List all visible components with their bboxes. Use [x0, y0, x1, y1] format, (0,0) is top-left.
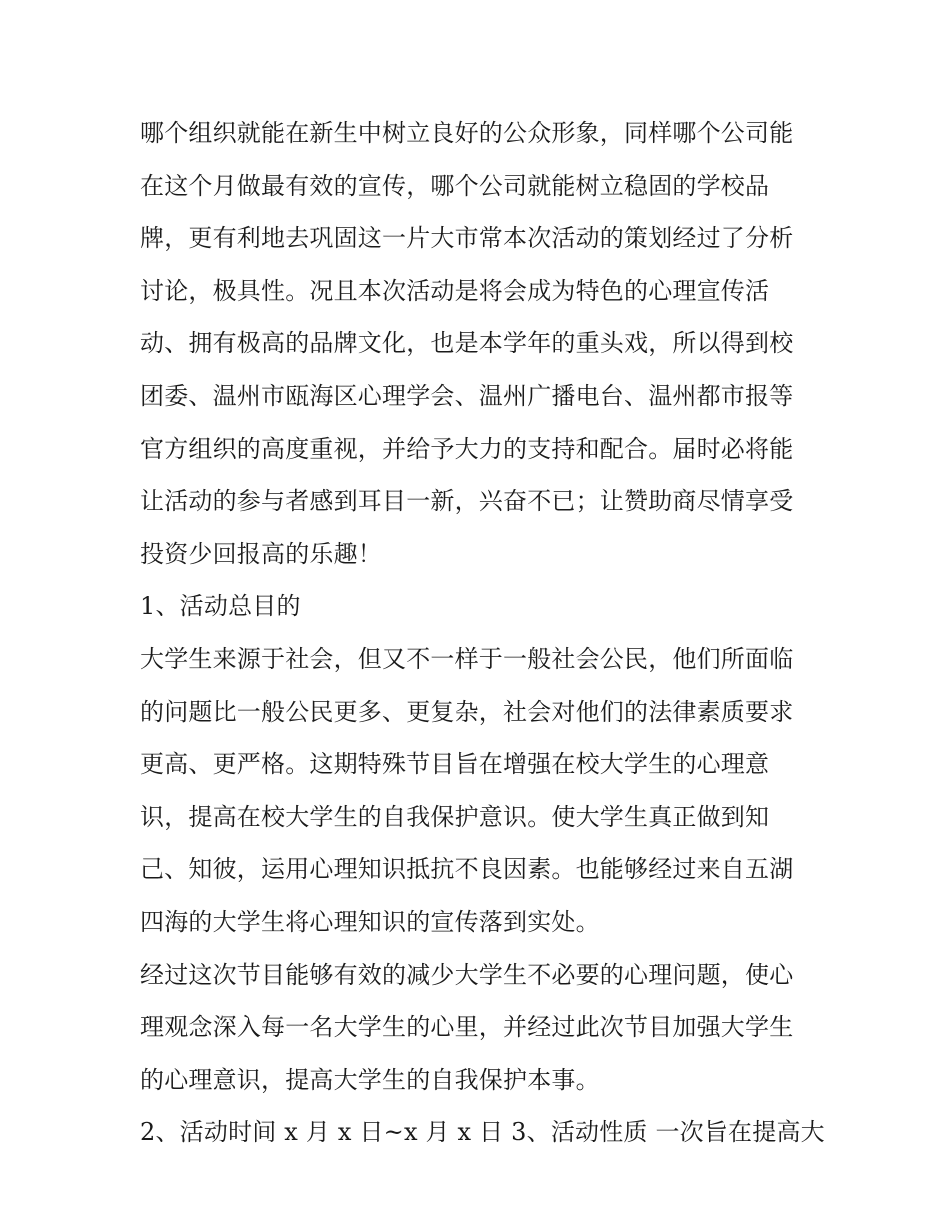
text-line: 识，提高在校大学生的自我保护意识。使大学生真正做到知 [140, 802, 770, 831]
text-line: 经过这次节目能够有效的减少大学生不必要的心理问题，使心 [140, 960, 794, 989]
text-line: 的心理意识，提高大学生的自我保护本事。 [140, 1065, 600, 1094]
text-line: 让活动的参与者感到耳目一新，兴奋不已；让赞助商尽情享受 [140, 487, 794, 516]
section-heading: 1、活动总目的 [140, 592, 301, 621]
text-line: 在这个月做最有效的宣传，哪个公司就能树立稳固的学校品 [140, 171, 770, 200]
text-line: 官方组织的高度重视，并给予大力的支持和配合。届时必将能 [140, 434, 794, 463]
body-text [140, 107, 825, 1159]
text-line: 讨论，极具性。况且本次活动是将会成为特色的心理宣传活 [140, 276, 770, 305]
text-line: 动、拥有极高的品牌文化，也是本学年的重头戏，所以得到校 [140, 329, 794, 358]
text-line: 理观念深入每一名大学生的心里，并经过此次节目加强大学生 [140, 1013, 794, 1042]
text-line: 投资少回报高的乐趣！ [140, 539, 382, 568]
text-line: 团委、温州市瓯海区心理学会、温州广播电台、温州都市报等 [140, 381, 794, 410]
text-line: 更高、更严格。这期特殊节目旨在增强在校大学生的心理意 [140, 750, 770, 779]
text-line: 己、知彼，运用心理知识抵抗不良因素。也能够经过来自五湖 [140, 855, 794, 884]
text-line: 哪个组织就能在新生中树立良好的公众形象，同样哪个公司能 [140, 119, 794, 147]
text-line: 四海的大学生将心理知识的宣传落到实处。 [140, 907, 600, 936]
text-line: 牌，更有利地去巩固这一片大市常本次活动的策划经过了分析 [140, 224, 794, 253]
section-heading: 2、活动时间 x 月 x 日~x 月 x 日 3、活动性质 一次旨在提高大 [140, 1118, 825, 1147]
text-line: 大学生来源于社会，但又不一样于一般社会公民，他们所面临 [140, 644, 794, 673]
text-line: 的问题比一般公民更多、更复杂，社会对他们的法律素质要求 [140, 697, 794, 726]
